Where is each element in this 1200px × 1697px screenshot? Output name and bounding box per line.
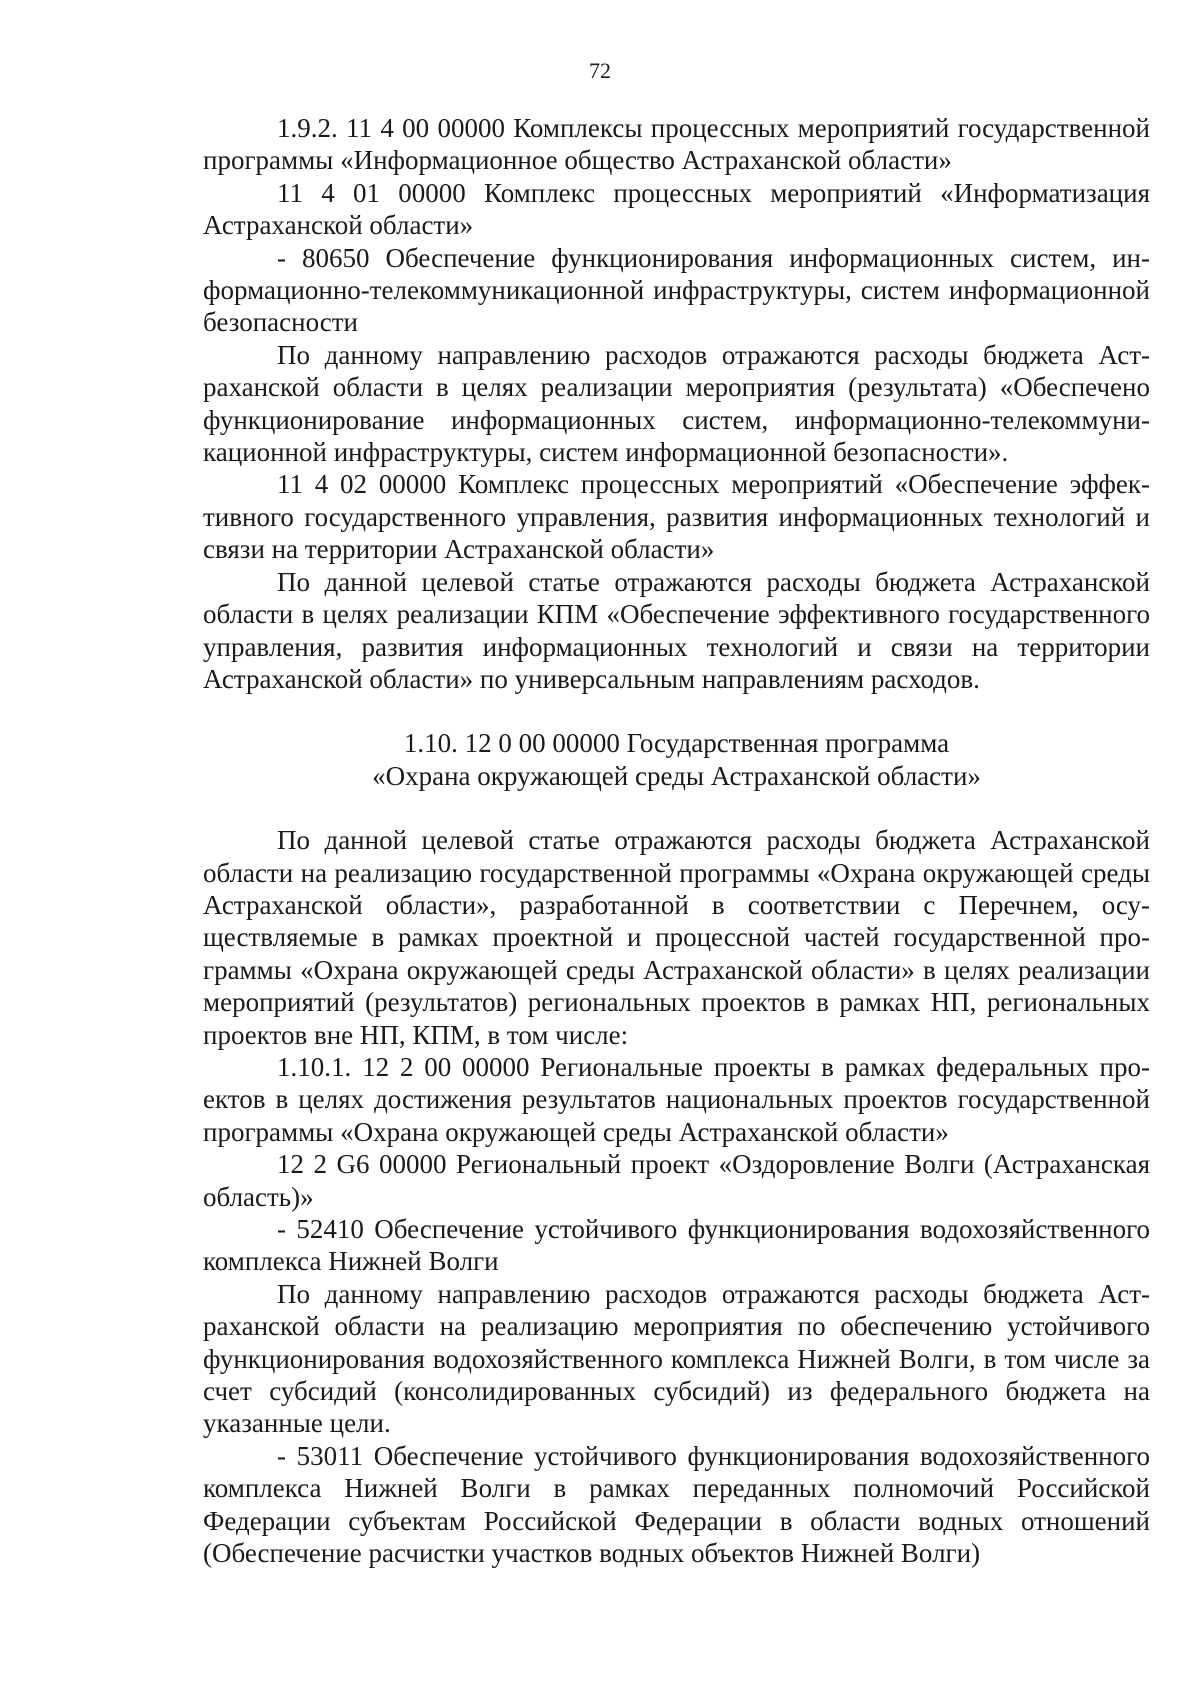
paragraph-80650-description: По данному направлению расходов отражаются расходы бюджета Астраханской области в целях реализации мероприятия (результата) «Обеспечено функционирование информационных систем, информационно-телекоммуникационной инфраструктуры, систем информационной безопасности».: [203, 339, 1150, 468]
paragraph-52410-description: По данному направлению расходов отражаются расходы бюджета Астраханской области на реализацию мероприятия по обеспечению устойчивого функционирования водохозяйственного комплекса Нижней Волги, в том числе за счет субсидий (консолидированных субсидий) из федерального бюджета на указанные цели.: [203, 1278, 1150, 1439]
section-heading-line-2: «Охрана окружающей среды Астраханской области»: [372, 760, 981, 791]
paragraph-11-4-02: 11 4 02 00000 Комплекс процессных мероприятий «Обеспечение эффективного государственного управления, развития информационных технологий и связи на территории Астраханской области»: [203, 469, 1150, 565]
section-heading-line-1: 1.10. 12 0 00 00000 Государственная программа: [403, 728, 950, 759]
paragraph-11-4-02-description: По данной целевой статье отражаются расходы бюджета Астраханской области в целях реализации КПМ «Обеспечение эффективного государственного управления, развития информационных технологий и связи на территории Астраханской области» по универсальным направлениям расходов.: [203, 566, 1150, 694]
paragraph-52410: - 52410 Обеспечение устойчивого функционирования водохозяйственного комплекса Нижней Волги: [203, 1214, 1150, 1277]
document-body: [203, 112, 1150, 1569]
paragraph-1-10-1: 1.10.1. 12 2 00 00000 Региональные проекты в рамках федеральных проектов в целях достижения результатов национальных проектов государственной программы «Охрана окружающей среды Астраханской области»: [203, 1051, 1150, 1147]
paragraph-program-description: По данной целевой статье отражаются расходы бюджета Астраханской области на реализацию государственной программы «Охрана окружающей среды Астраханской области», разработанной в соответствии с Перечнем, осуществляемые в рамках проектной и процессной частей государственной программы «Охрана окружающей среды Астраханской области» в целях реализации мероприятий (результатов) региональных проектов в рамках НП, региональных проектов вне НП, КПМ, в том числе:: [203, 825, 1150, 1050]
paragraph-1-9-2: 1.9.2. 11 4 00 00000 Комплексы процессных мероприятий государственной программы «Информационное общество Астраханской области»: [203, 113, 1150, 176]
page-number: 72: [589, 58, 611, 83]
section-heading: [203, 727, 1150, 792]
paragraph-12-2-g6: 12 2 G6 00000 Региональный проект «Оздоровление Волги (Астраханская область)»: [203, 1149, 1150, 1212]
paragraph-11-4-01: 11 4 01 00000 Комплекс процессных мероприятий «Информатизация Астраханской области»: [203, 177, 1150, 241]
paragraph-53011: - 53011 Обеспечение устойчивого функционирования водохозяйственного комплекса Нижней Волги в рамках переданных полномочий Российской Федерации субъектам Российской Федерации в области водных отношений (Обеспечение расчистки участков водных объектов Нижней Волги): [203, 1440, 1150, 1569]
paragraph-80650: - 80650 Обеспечение функционирования информационных систем, информационно-телекоммуникационной инфраструктуры, систем информационной безопасности: [203, 242, 1150, 338]
